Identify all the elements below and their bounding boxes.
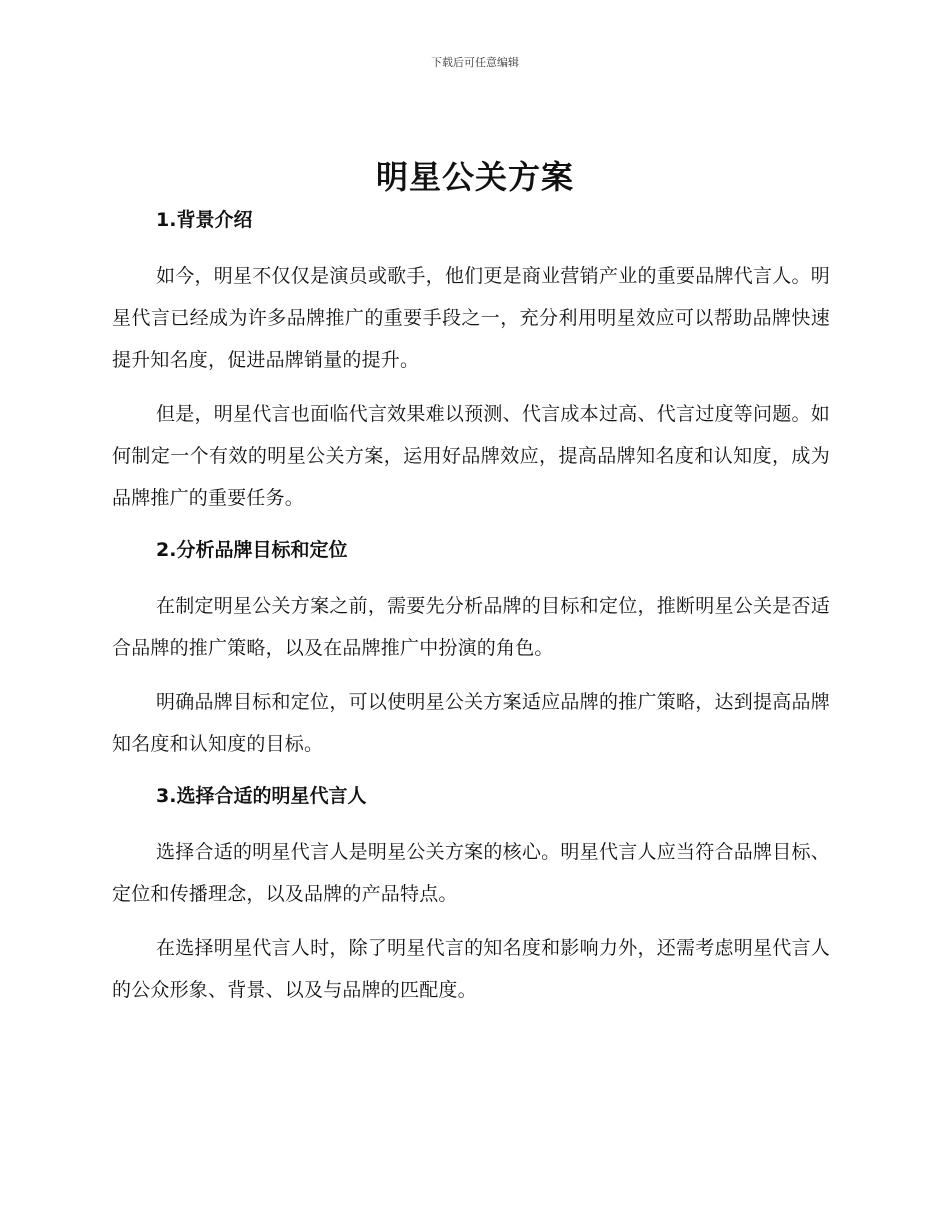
section-background: [112, 205, 830, 519]
section-heading: 1.背景介绍: [156, 209, 253, 231]
document-body: [112, 205, 830, 1011]
paragraph: 在选择明星代言人时，除了明星代言的知名度和影响力外，还需考虑明星代言人的公众形象、背景、以及与品牌的匹配度。: [112, 937, 830, 1001]
section-heading: 2.分析品牌目标和定位: [156, 539, 348, 561]
section-heading: 3.选择合适的明星代言人: [156, 785, 367, 807]
section-brand-analysis: [112, 535, 830, 765]
document-title: 明星公关方案: [375, 158, 574, 196]
paragraph: 明确品牌目标和定位，可以使明星公关方案适应品牌的推广策略，达到提高品牌知名度和认知度的目标。: [112, 691, 830, 755]
section-choose-spokesperson: [112, 781, 830, 1011]
paragraph: 在制定明星公关方案之前，需要先分析品牌的目标和定位，推断明星公关是否适合品牌的推广策略，以及在品牌推广中扮演的角色。: [112, 595, 830, 659]
paragraph: 但是，明星代言也面临代言效果难以预测、代言成本过高、代言过度等问题。如何制定一个有效的明星公关方案，运用好品牌效应，提高品牌知名度和认知度，成为品牌推广的重要任务。: [112, 403, 830, 509]
paragraph: 选择合适的明星代言人是明星公关方案的核心。明星代言人应当符合品牌目标、定位和传播理念，以及品牌的产品特点。: [112, 841, 830, 905]
paragraph: 如今，明星不仅仅是演员或歌手，他们更是商业营销产业的重要品牌代言人。明星代言已经成为许多品牌推广的重要手段之一，充分利用明星效应可以帮助品牌快速提升知名度，促进品牌销量的提升。: [112, 265, 830, 371]
page-header-note: 下载后可任意编辑: [431, 56, 519, 69]
